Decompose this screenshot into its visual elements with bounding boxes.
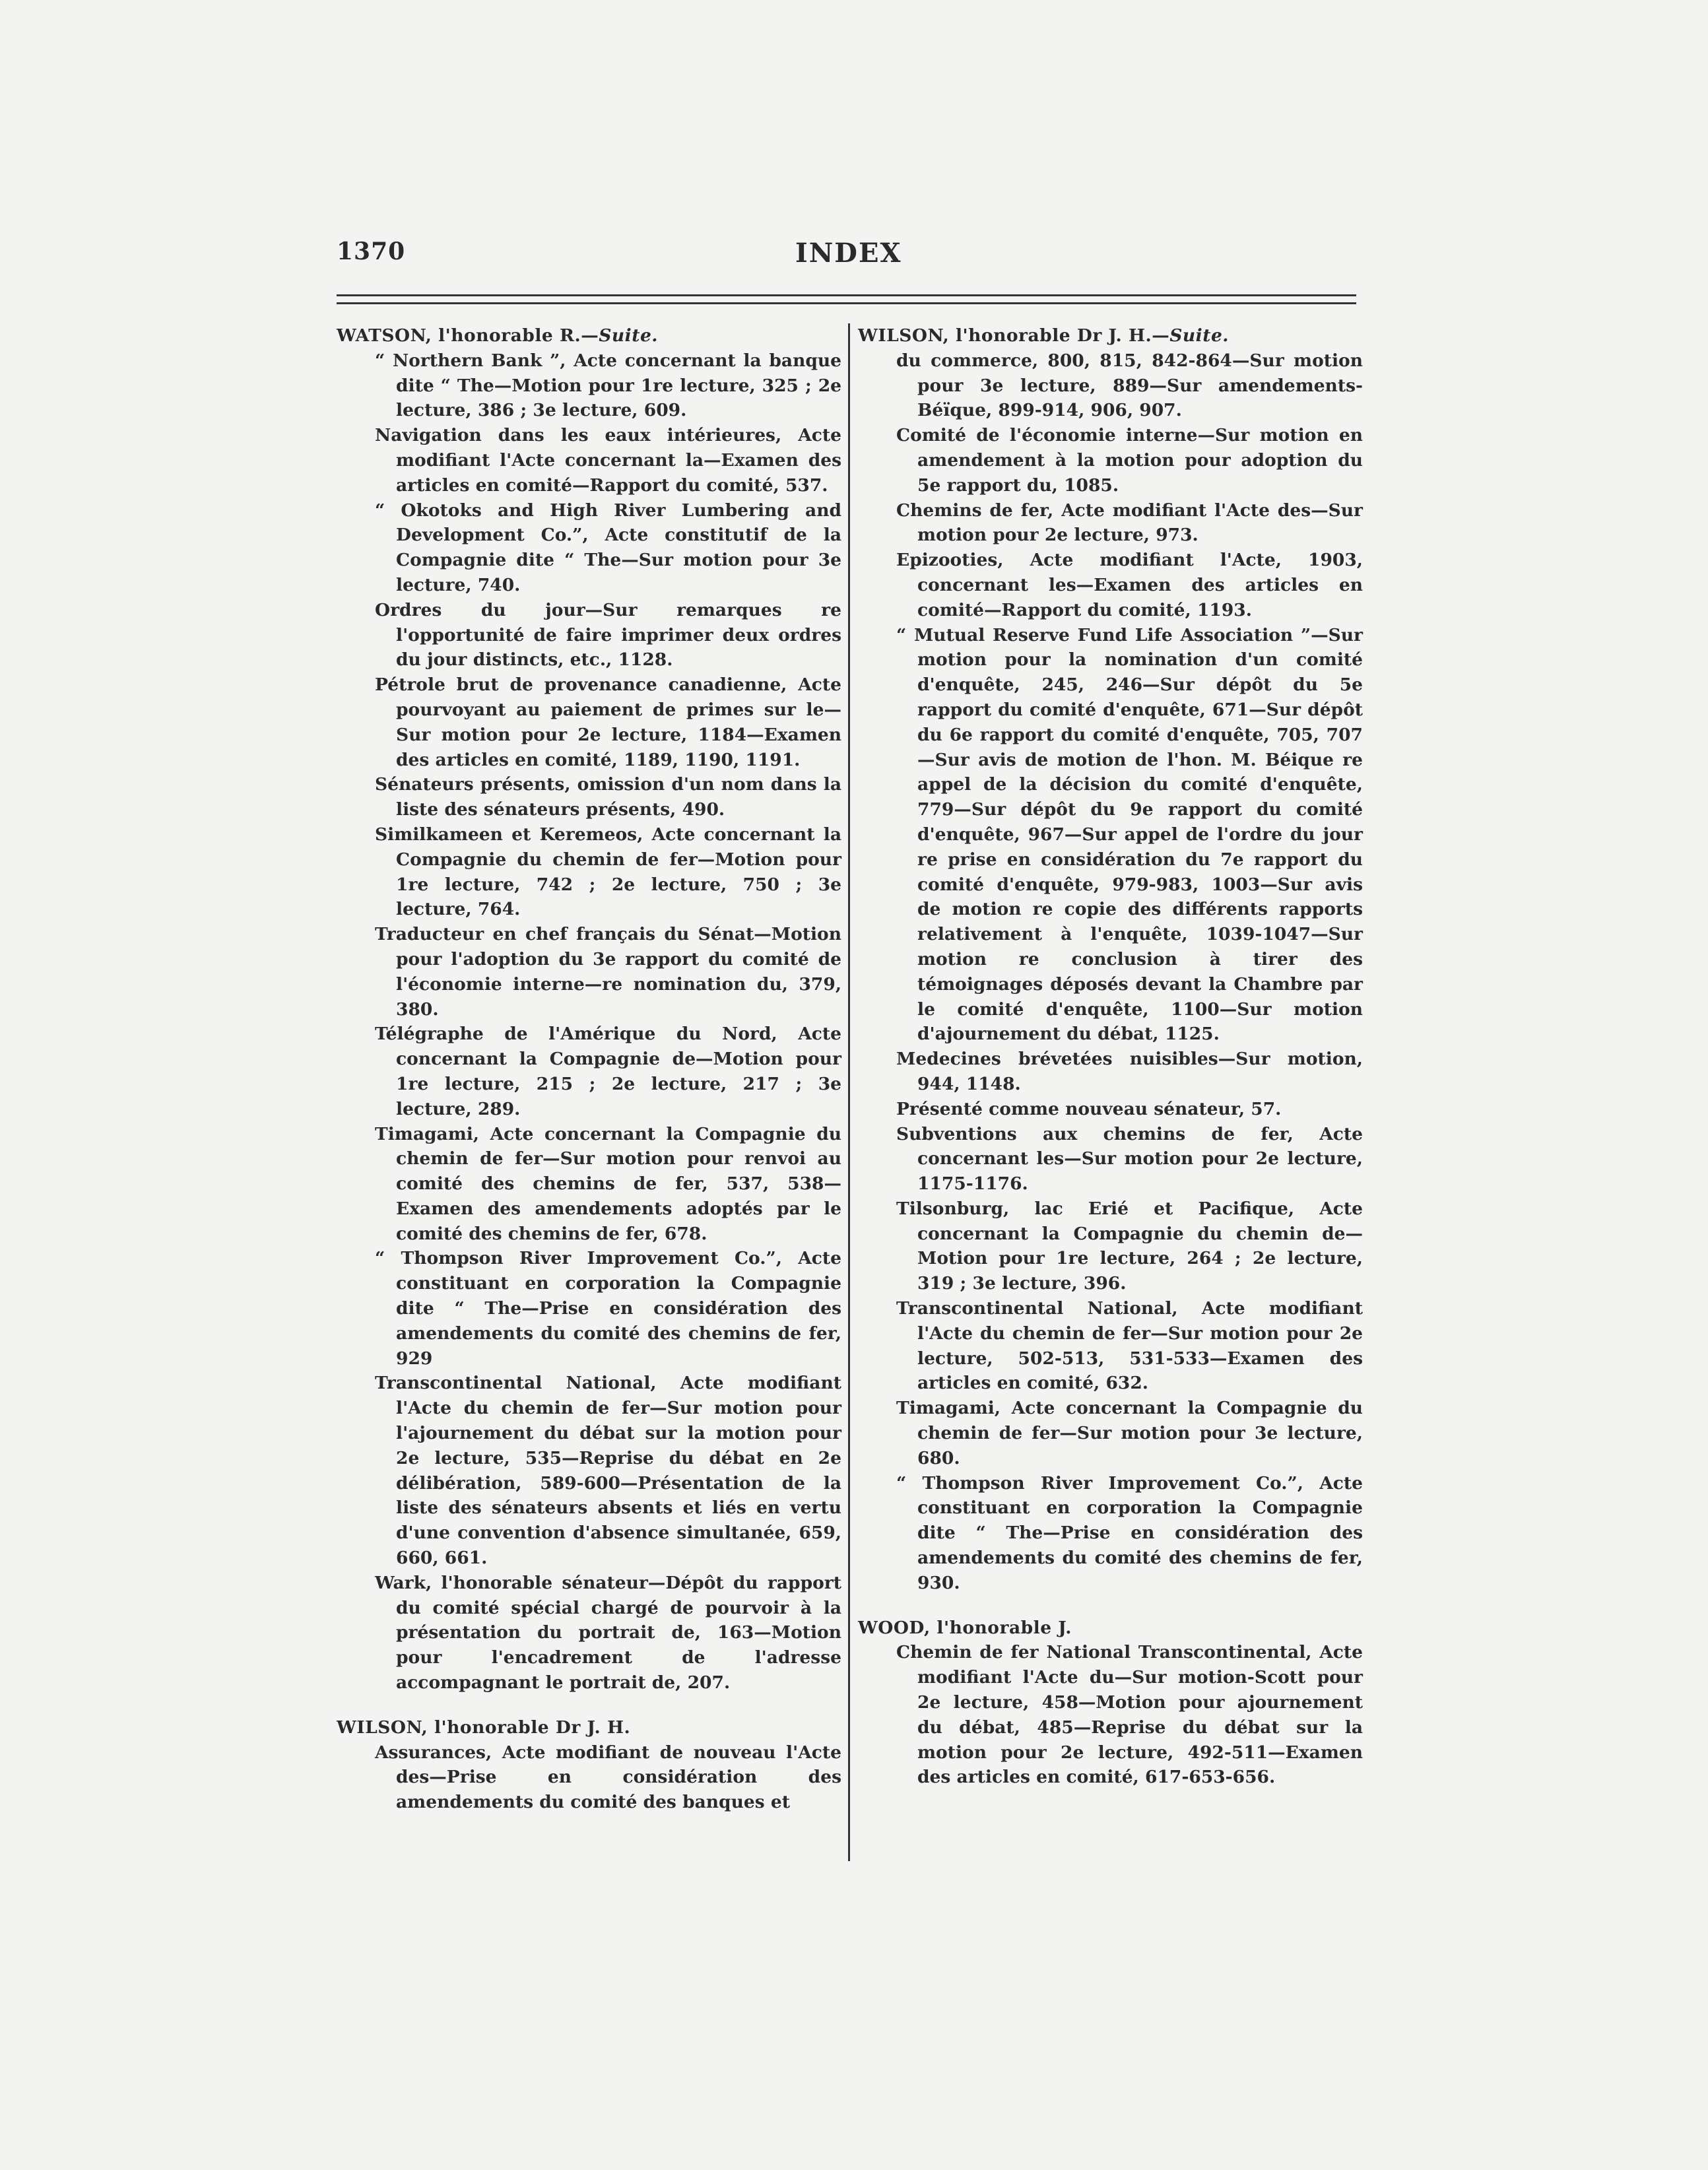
index-entry: Comité de l'économie interne—Sur motion en amendement à la motion pour adoption du 5e rapport du, 1085. [896,425,1363,496]
index-entry: Chemins de fer, Acte modifiant l'Acte des—Sur motion pour 2e lecture, 973. [896,500,1363,546]
index-entry: Assurances, Acte modifiant de nouveau l'Acte des—Prise en considération des amendements du comité des banques et [375,1742,841,1813]
index-entry: Timagami, Acte concernant la Compagnie du chemin de fer—Sur motion pour renvoi au comité des chemins de fer, 537, 538—Examen des amendements adoptés par le comité des chemins de fer, 678. [375,1123,841,1244]
index-entry: Télégraphe de l'Amérique du Nord, Acte concernant la Compagnie de—Motion pour 1re lecture, 215 ; 2e lecture, 217 ; 3e lecture, 289. [375,1024,841,1119]
column-divider [848,323,850,1861]
index-entry: Similkameen et Keremeos, Acte concernant la Compagnie du chemin de fer—Motion pour 1re lecture, 742 ; 2e lecture, 750 ; 3e lecture, 764. [375,824,841,920]
heading-suffix: Suite. [1169,325,1230,346]
index-entry: Traducteur en chef français du Sénat—Motion pour l'adoption du 3e rapport du comité de l'économie interne—re nomination du, 379, 380. [375,924,841,1020]
heading-name: WATSON, l'honorable R.— [337,325,599,346]
index-entry: Présenté comme nouveau sénateur, 57. [896,1098,1282,1119]
index-entry: “ Northern Bank ”, Acte concernant la banque dite “ The—Motion pour 1re lecture, 325 ; 2e lecture, 386 ; 3e lecture, 609. [375,350,841,421]
index-entry: Tilsonburg, lac Erié et Pacifique, Acte concernant la Compagnie du chemin de—Motion pour 1re lecture, 264 ; 2e lecture, 319 ; 3e lecture, 396. [896,1198,1363,1294]
heading-name: WOOD, l'honorable J. [858,1617,1072,1638]
index-entry: Medecines brévetées nuisibles—Sur motion, 944, 1148. [896,1049,1363,1094]
section-heading [337,1715,841,1740]
index-section-watson [337,323,841,1695]
section-heading [858,1616,1363,1641]
index-entry: Epizooties, Acte modifiant l'Acte, 1903, concernant les—Examen des articles en comité—Rapport du comité, 1193. [896,550,1363,620]
index-entry: “ Mutual Reserve Fund Life Association ”—Sur motion pour la nomination d'un comité d'enquête, 245, 246—Sur dépôt du 5e rapport du comité d'enquête, 671—Sur dépôt du 6e rapport du comité d'enquête, 705, 707—Sur avis de motion de l'hon. M. Béique re appel de la décision du comité d'enquête, 779—Sur dépôt du 9e rapport du comité d'enquête, 967—Sur appel de l'ordre du jour re prise en considération du 7e rapport du comité d'enquête, 979-983, 1003—Sur avis de motion re copie des différents rapports relativement à l'enquête, 1039-1047—Sur motion re conclusion à tirer des témoignages déposés devant la Chambre par le comité d'enquête, 1100—Sur motion d'ajournement du débat, 1125. [896,624,1363,1045]
header-rule-top [337,294,1356,296]
index-entry: Ordres du jour—Sur remarques re l'opportunité de faire imprimer deux ordres du jour distincts, etc., 1128. [375,599,841,671]
heading-name: WILSON, l'honorable Dr J. H.— [858,325,1170,346]
right-column [858,323,1363,1790]
index-section-wilson [337,1715,841,1815]
page-number: 1370 [337,238,406,265]
index-entry: Transcontinental National, Acte modifiant l'Acte du chemin de fer—Sur motion pour 2e lecture, 502-513, 531-533—Examen des articles en comité, 632. [896,1298,1363,1394]
index-entry: Wark, l'honorable sénateur—Dépôt du rapport du comité spécial chargé de pourvoir à la présentation du portrait de, 163—Motion pour l'encadrement de l'adresse accompagnant le portrait de, 207. [375,1572,841,1693]
heading-suffix: Suite. [599,325,659,346]
page-header [337,238,1356,277]
index-entry: Transcontinental National, Acte modifiant l'Acte du chemin de fer—Sur motion pour l'ajournement du débat sur la motion pour 2e lecture, 535—Reprise du débat en 2e délibération, 589-600—Présentation de la liste des sénateurs absents et liés en vertu d'une convention d'absence simultanée, 659, 660, 661. [375,1373,841,1569]
section-heading [858,323,1363,348]
header-rule-bottom [337,302,1356,304]
index-entry: Subventions aux chemins de fer, Acte concernant les—Sur motion pour 2e lecture, 1175-1176. [896,1123,1363,1195]
index-entry: “ Okotoks and High River Lumbering and Development Co.”, Acte constitutif de la Compagnie dite “ The—Sur motion pour 3e lecture, 740. [375,500,841,595]
section-gap [337,1695,841,1715]
index-section-wood [858,1616,1363,1791]
index-entry: du commerce, 800, 815, 842-864—Sur motion pour 3e lecture, 889—Sur amendements-Béïque, 899-914, 906, 907. [896,350,1363,421]
index-entry: “ Thompson River Improvement Co.”, Acte constituant en corporation la Compagnie dite “ The—Prise en considération des amendements du comité des chemins de fer, 929 [375,1248,841,1369]
index-entry: Navigation dans les eaux intérieures, Acte modifiant l'Acte concernant la—Examen des articles en comité—Rapport du comité, 537. [375,425,841,496]
index-entry: Chemin de fer National Transcontinental, Acte modifiant l'Acte du—Sur motion-Scott pour 2e lecture, 458—Motion pour ajournement du débat, 485—Reprise du débat sur la motion pour 2e lecture, 492-511—Examen des articles en comité, 617-653-656. [896,1642,1363,1788]
index-entry: Sénateurs présents, omission d'un nom dans la liste des sénateurs présents, 490. [375,774,841,820]
page-title: INDEX [795,238,902,269]
heading-name: WILSON, l'honorable Dr J. H. [337,1717,631,1738]
index-entry: “ Thompson River Improvement Co.”, Acte constituant en corporation la Compagnie dite “ The—Prise en considération des amendements du comité des chemins de fer, 930. [896,1472,1363,1593]
index-entry: Timagami, Acte concernant la Compagnie du chemin de fer—Sur motion pour 3e lecture, 680. [896,1398,1363,1468]
left-column [337,323,841,1815]
index-entry: Pétrole brut de provenance canadienne, Acte pourvoyant au paiement de primes sur le—Sur motion pour 2e lecture, 1184—Examen des articles en comité, 1189, 1190, 1191. [375,674,841,770]
section-heading [337,323,841,348]
section-gap [858,1596,1363,1616]
index-section-wilson-continued [858,323,1363,1596]
